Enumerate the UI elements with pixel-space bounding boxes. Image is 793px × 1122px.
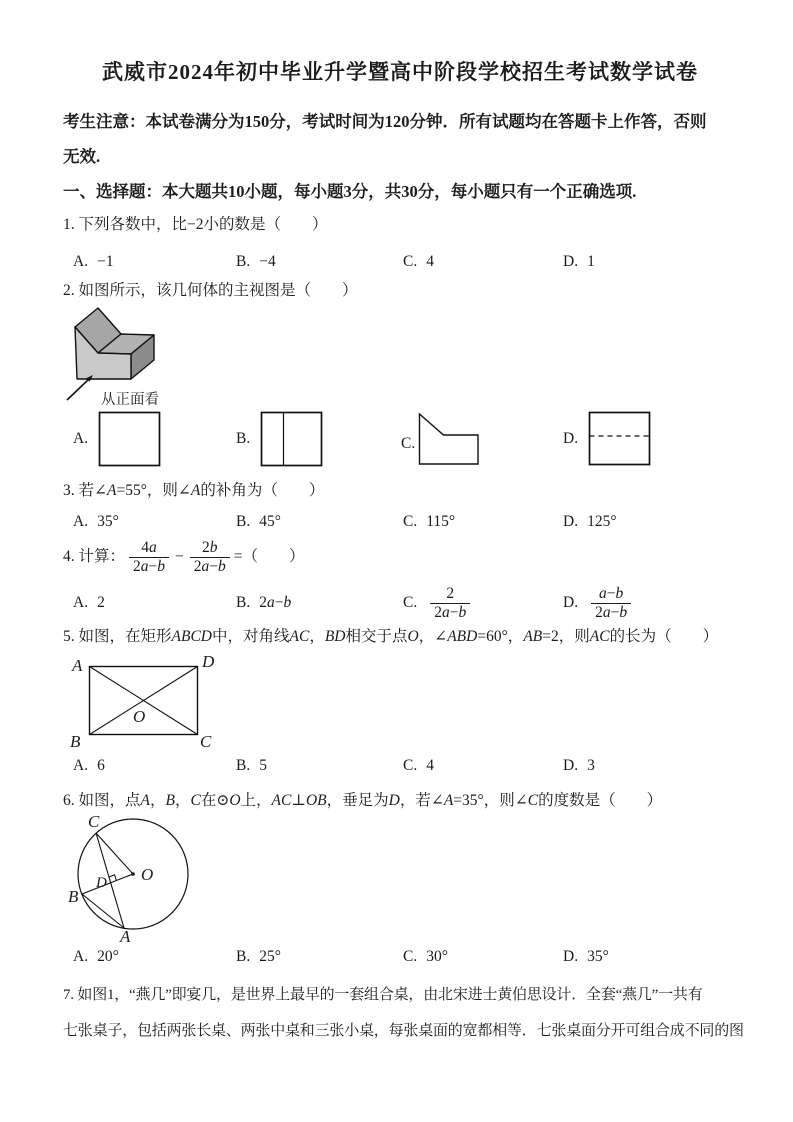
question-2-text: 2. 如图所示，该几何体的主视图是（ ）	[63, 282, 358, 299]
q1-option-c: C. 4	[403, 253, 434, 270]
page-title: 武威市2024年初中毕业升学暨高中阶段学校招生考试数学试卷	[102, 60, 698, 84]
q5-option-c: C. 4	[403, 757, 434, 774]
question-5-text: 5. 如图，在矩形ABCD中，对角线AC，BD相交于点O，∠ABD=60°，AB=2，则AC的长为（ ）	[63, 628, 719, 645]
q6-label-A: A	[120, 927, 131, 944]
question-4-options	[63, 582, 737, 624]
q2-option-b: B.	[236, 410, 403, 468]
q7-line-2: 七张桌子，包括两张长桌、两张中桌和三张小桌，每张桌面的宽都相等．七张桌面分开可组合成不同的图	[63, 1023, 744, 1039]
question-1-options	[63, 252, 737, 272]
q5-label-A: A	[72, 656, 83, 675]
question-6-circle-figure	[63, 812, 737, 944]
question-6-text: 6. 如图，点A，B，C在⊙O上，AC⊥OB，垂足为D，若∠A=35°，则∠C的度数是（ ）	[63, 792, 663, 809]
q1-option-d: D. 1	[563, 253, 595, 270]
q2-shape-c-notched	[401, 410, 479, 468]
question-2-solid-figure	[63, 302, 737, 408]
q3-option-d: D. 125°	[563, 513, 617, 530]
question-7-text	[63, 977, 744, 1049]
question-6-options	[63, 947, 737, 967]
q6-option-b: B. 25°	[236, 948, 281, 965]
question-5-rectangle-figure	[63, 650, 737, 750]
q6-label-C: C	[88, 812, 100, 831]
q5-option-b: B. 5	[236, 757, 267, 774]
q2-option-c	[403, 410, 563, 468]
notice-line-2: 无效.	[63, 147, 101, 166]
view-caption: 从正面看	[101, 392, 159, 408]
q1-option-a: A. −1	[73, 253, 114, 270]
q2-option-a: A.	[73, 410, 236, 468]
q4-option-a: A. 2	[73, 594, 105, 611]
question-1-text: 1. 下列各数中，比−2小的数是（ ）	[63, 216, 328, 233]
center-point-O	[131, 872, 135, 876]
q5-label-B: B	[70, 732, 81, 750]
q2-option-c-label: C.	[401, 435, 416, 452]
q5-label-C: C	[200, 732, 212, 750]
q5-label-O: O	[133, 707, 146, 726]
q4-option-b: B. 2a−b	[236, 594, 292, 611]
q1-option-b: B. −4	[236, 253, 276, 270]
q4-fraction-1: $\frac{4a}{2a-b}$	[129, 539, 169, 576]
question-4-text: 4. 计算： $\frac{4a}{2a-b}$ − $\frac{2b}{2a-b}$ =（ ）	[63, 538, 305, 575]
q2-shape-a-square	[98, 410, 162, 468]
q5-label-D: D	[202, 652, 215, 671]
q4-fraction-2: $\frac{2b}{2a-b}$	[190, 539, 230, 576]
q3-option-c: C. 115°	[403, 513, 456, 530]
exam-notice	[63, 104, 737, 174]
q2-shape-b-split-rect	[260, 410, 324, 468]
q5-option-d: D. 3	[563, 757, 595, 774]
q2-shape-d-dashed-rect	[588, 410, 652, 468]
q3-option-a: A. 35°	[73, 513, 119, 530]
q6-option-d: D. 35°	[563, 948, 609, 965]
q6-label-B: B	[68, 887, 79, 906]
q4-option-d: D. $\frac{a-b}{2a-b}$	[563, 585, 737, 622]
question-3-options	[63, 512, 737, 532]
q6-option-a: A. 20°	[73, 948, 119, 965]
question-3-text: 3. 若∠A=55°，则∠A的补角为（ ）	[63, 482, 325, 499]
q6-label-O: O	[141, 865, 154, 884]
notice-line-1: 考生注意：本试卷满分为150分，考试时间为120分钟．所有试题均在答题卡上作答，否则	[63, 112, 707, 131]
q6-option-c: C. 30°	[403, 948, 448, 965]
q7-line-1: 7. 如图1，“燕几”即宴几，是世界上最早的一套组合桌，由北宋进士黄伯思设计．全套“燕几”一共有	[63, 987, 703, 1003]
question-5-options	[63, 756, 737, 776]
q3-option-b: B. 45°	[236, 513, 281, 530]
section-heading: 一、选择题：本大题共10小题，每小题3分，共30分，每小题只有一个正确选项.	[63, 182, 637, 201]
q2-option-d: D.	[563, 410, 737, 468]
view-direction-arrow	[67, 379, 89, 400]
q5-option-a: A. 6	[73, 757, 105, 774]
question-2-options	[63, 410, 737, 468]
q4-option-c: C. $\frac{2}{2a-b}$	[403, 585, 563, 622]
q6-label-D: D	[96, 875, 107, 891]
